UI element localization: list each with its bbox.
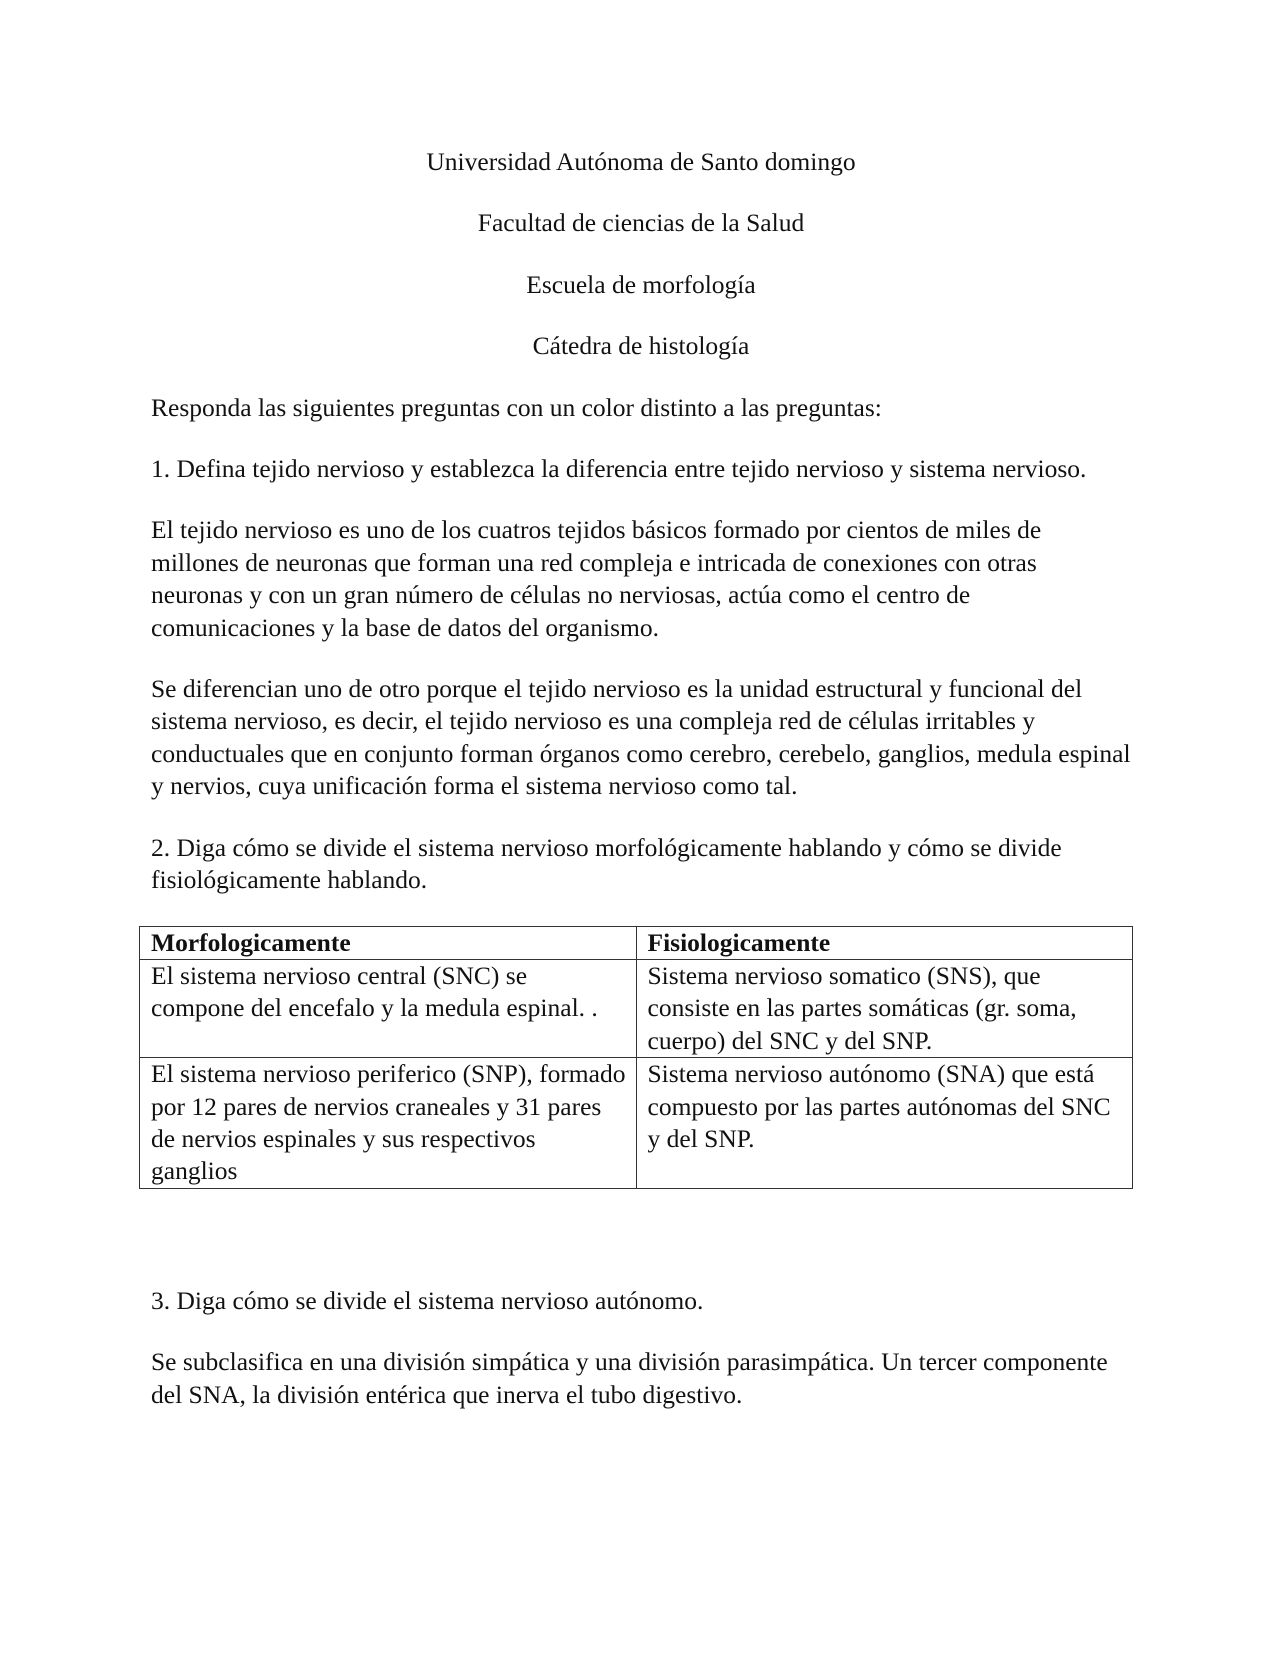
table-row (140, 959, 1133, 1057)
table-cell: Sistema nervioso somatico (SNS), que consiste en las partes somáticas (gr. soma, cuerpo) del SNC y del SNP. (636, 959, 1133, 1057)
table-row (140, 1058, 1133, 1189)
answer-1-definition: El tejido nervioso es uno de los cuatros tejidos básicos formado por cientos de miles de millones de neuronas que forman una red compleja e intricada de conexiones con otras neuronas y con un gran número de células no nerviosas, actúa como el centro de comunicaciones y la base de datos del organismo. (151, 515, 1042, 642)
faculty-title: Facultad de ciencias de la Salud (477, 208, 805, 238)
spacer (151, 1189, 1131, 1285)
answer-1-difference: Se diferencian uno de otro porque el tejido nervioso es la unidad estructural y funcional del sistema nervioso, es decir, el tejido nervioso es una compleja red de células irritables y conductuales que en conjunto forman órganos como cerebro, cerebelo, ganglios, medula espinal y nervios, cuya unificación forma el sistema nervioso como tal. (151, 674, 1131, 801)
question-1: 1. Defina tejido nervioso y establezca la diferencia entre tejido nervioso y sistema nervioso. (151, 454, 1087, 484)
table-cell: Sistema nervioso autónomo (SNA) que está compuesto por las partes autónomas del SNC y del SNP. (636, 1058, 1133, 1189)
document-body (151, 146, 1131, 1440)
school-title: Escuela de morfología (526, 269, 756, 299)
chair-title: Cátedra de histología (532, 331, 750, 361)
division-table (139, 926, 1133, 1189)
table-header-morphological: Morfologicamente (140, 926, 637, 959)
instructions: Responda las siguientes preguntas con un color distinto a las preguntas: (151, 392, 882, 422)
university-title: Universidad Autónoma de Santo domingo (426, 147, 856, 176)
table-cell: El sistema nervioso central (SNC) se compone del encefalo y la medula espinal. . (140, 959, 637, 1057)
table-header-row (140, 926, 1133, 959)
question-2: 2. Diga cómo se divide el sistema nervioso morfológicamente hablando y cómo se divide fisiológicamente hablando. (151, 832, 1062, 895)
question-3: 3. Diga cómo se divide el sistema nervioso autónomo. (151, 1285, 704, 1315)
table-header-physiological: Fisiologicamente (636, 926, 1133, 959)
table-cell: El sistema nervioso periferico (SNP), formado por 12 pares de nervios craneales y 31 pares de nervios espinales y sus respectivos ganglios (140, 1058, 637, 1189)
answer-3: Se subclasifica en una división simpática y una división parasimpática. Un tercer componente del SNA, la división entérica que inerva el tubo digestivo. (151, 1347, 1108, 1409)
